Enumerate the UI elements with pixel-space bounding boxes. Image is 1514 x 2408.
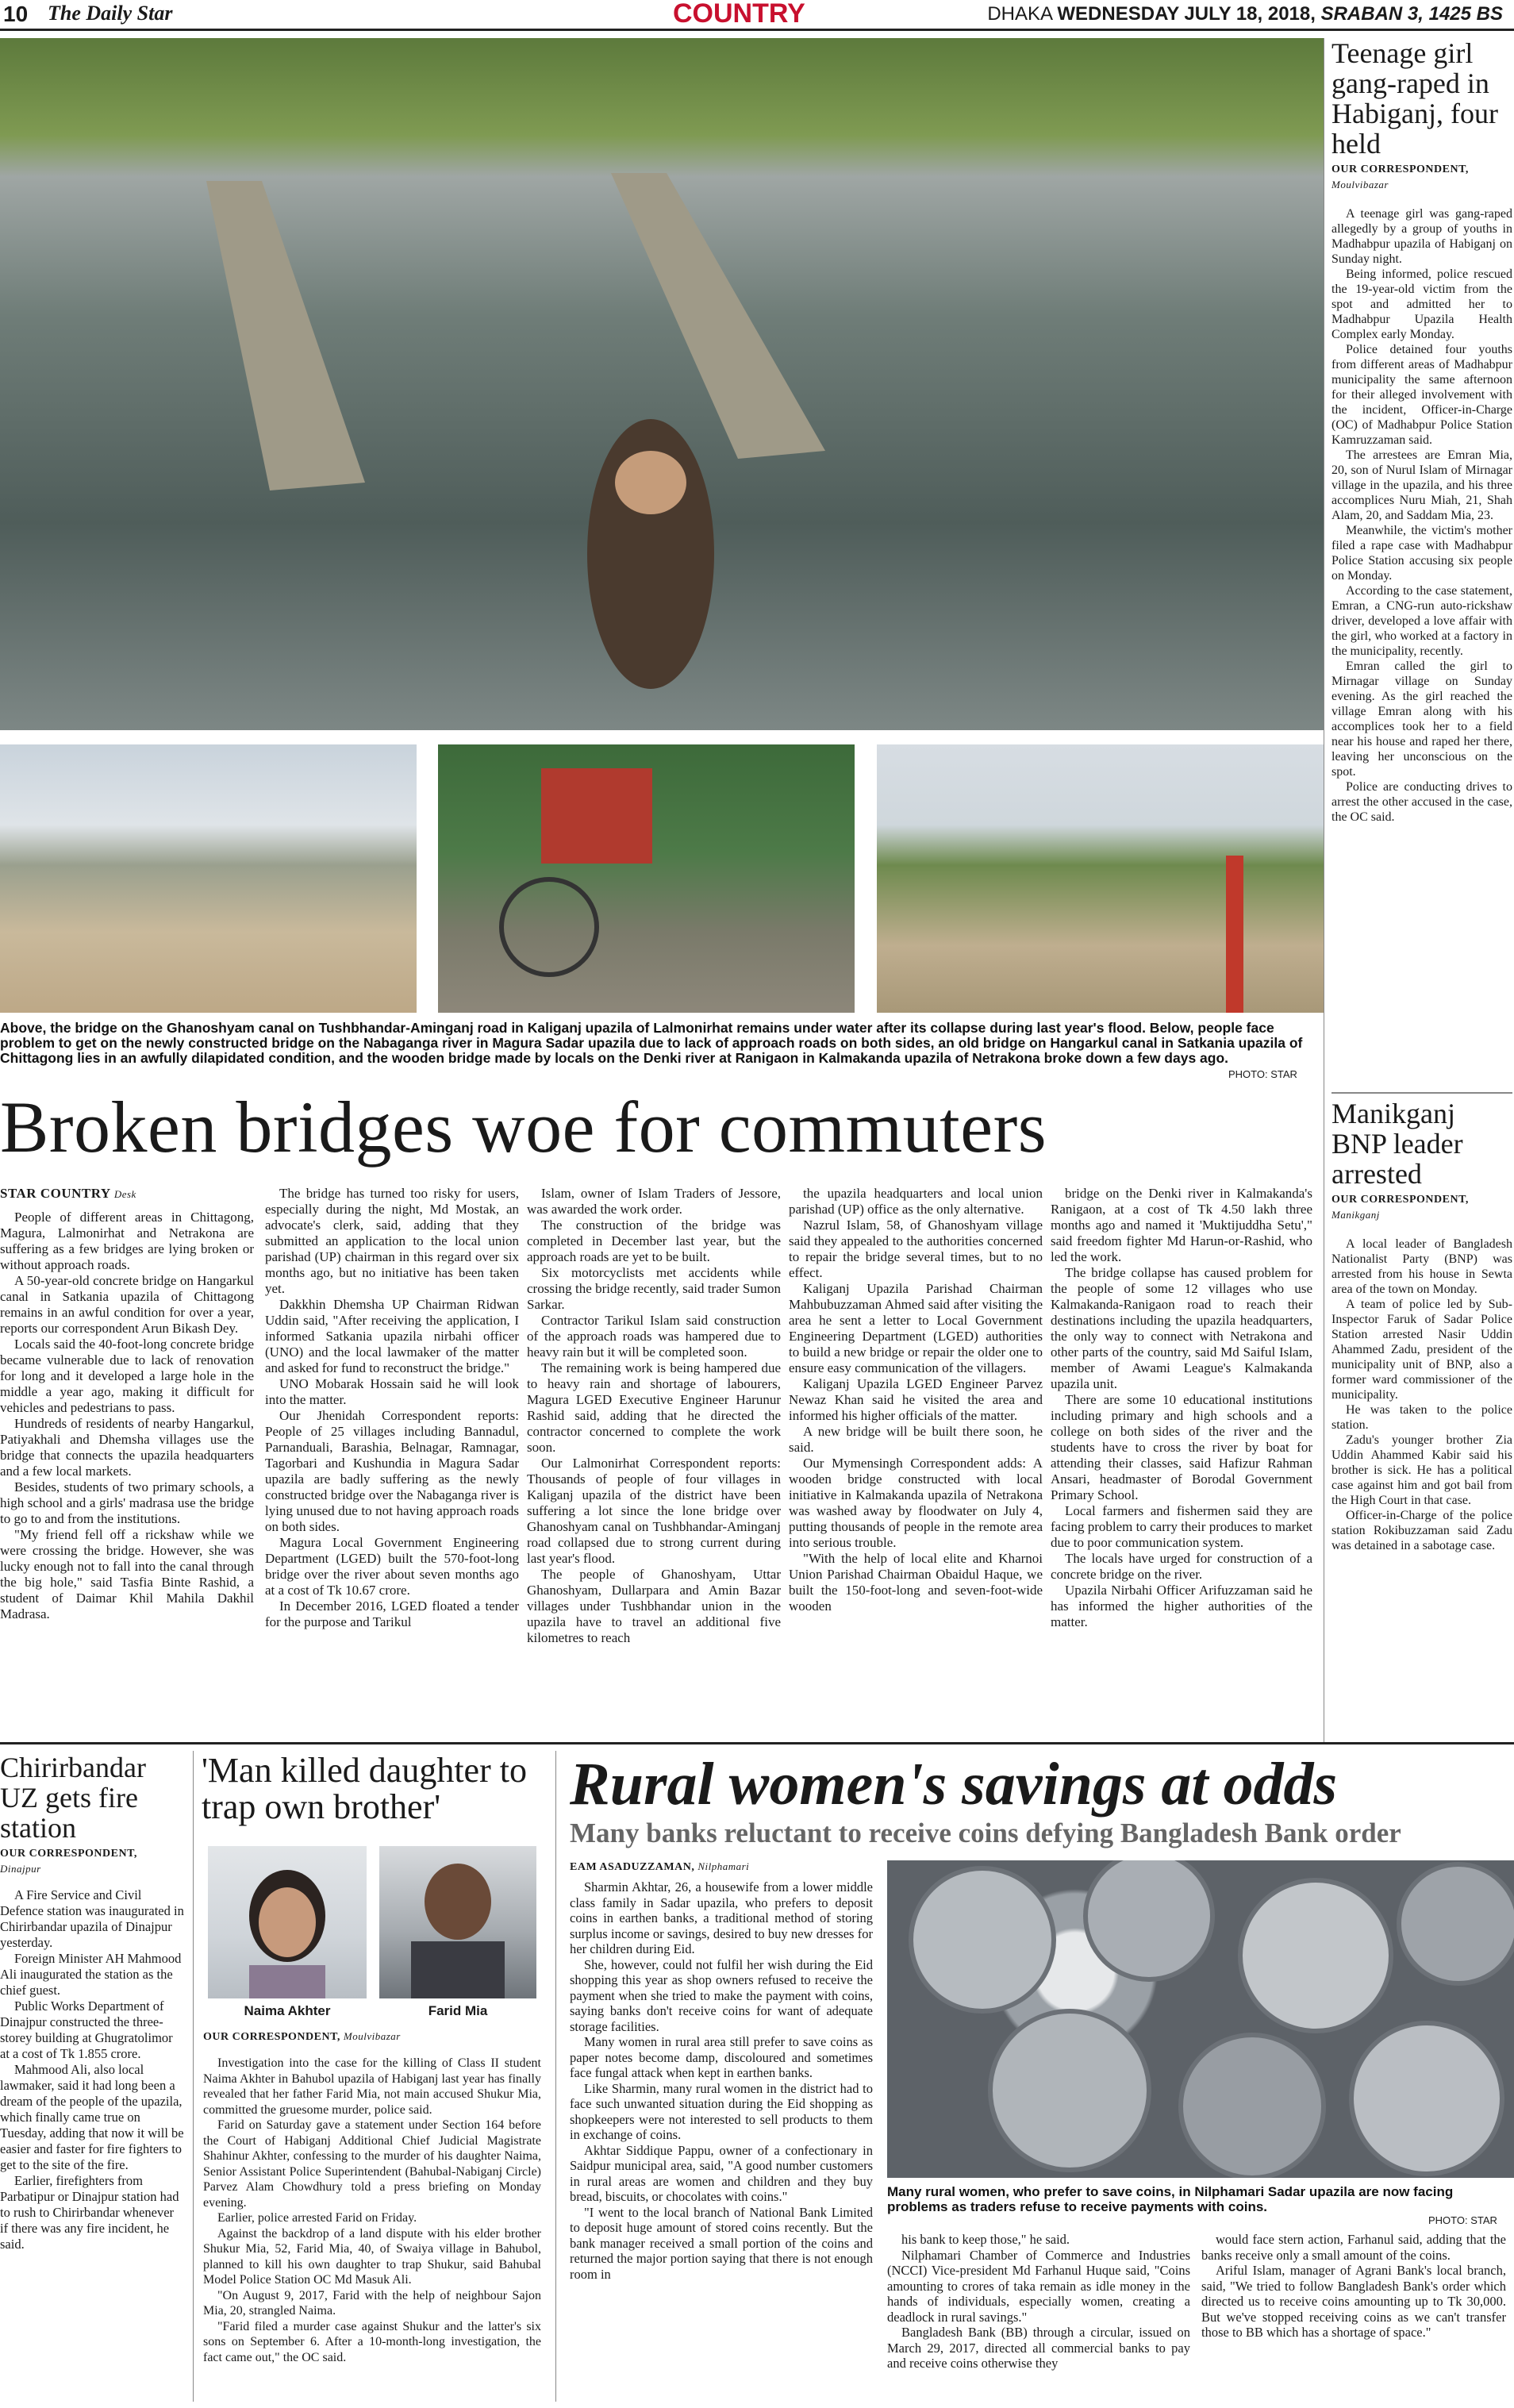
teenage-byline-place: Moulvibazar bbox=[1331, 179, 1389, 190]
para: The people of Ghanoshyam, Uttar Ghanoshyam, Dullarpara and Amin Bazar villages under Tushbhandar union in the upazila have to travel an additional five kilometres to reach bbox=[527, 1567, 781, 1645]
para: A Fire Service and Civil Defence station was inaugurated in Chirirbandar upazila of Dinajpur yesterday. bbox=[0, 1887, 184, 1950]
paper-logo: The Daily Star bbox=[48, 2, 173, 25]
divider bbox=[555, 1751, 556, 2402]
dateline bbox=[987, 3, 1503, 25]
para: "With the help of local elite and Kharnoi Union Parishad Chairman Obaidul Haque, we built the 150-foot-long and seven-foot-wide wooden bbox=[789, 1551, 1043, 1614]
para: Bangladesh Bank (BB) through a circular, issued on March 29, 2017, directed all commercial banks to pay and receive coins otherwise they bbox=[887, 2325, 1190, 2371]
para: Upazila Nirbahi Officer Arifuzzaman said he has informed the higher authorities of the matter. bbox=[1051, 1583, 1312, 1629]
manikganj-story bbox=[1331, 1098, 1512, 1553]
para: Sharmin Akhtar, 26, a housewife from a lower middle class family in Sadar upazila, who prefers to deposit coins in earthen banks, a traditional method of storing surplus income or savings, desired to buy new dresses for her children during Eid. bbox=[570, 1879, 873, 1956]
para: Like Sharmin, many rural women in the district had to face such unwanted situation during the Eid shopping as shopkeepers were not interested to sell products to them in exchange of coins. bbox=[570, 2080, 873, 2142]
chirirbandar-body bbox=[0, 1887, 184, 2252]
para: his bank to keep those," he said. bbox=[901, 2232, 1070, 2247]
teenage-body bbox=[1331, 206, 1512, 825]
photo-farid-mia bbox=[379, 1846, 536, 1998]
lower-section-rule bbox=[0, 1742, 1514, 1744]
main-byline-desk: Desk bbox=[113, 1188, 136, 1200]
para: A new bridge will be built there soon, he said. bbox=[789, 1424, 1043, 1455]
sidebar-separator bbox=[1331, 1092, 1512, 1094]
para: would face stern action, Farhanul said, adding that the banks receive only a small amount of the coins. bbox=[1201, 2232, 1506, 2263]
rural-byline-name: EAM ASADUZZAMAN, bbox=[570, 1861, 695, 1873]
para: "My friend fell off a rickshaw while we were crossing the bridge. However, she was lucky enough not to fall into the canal through the big hole," said Tasfia Binte Rashid, a student of Daimar Khil Mahila Dakhil Madrasa. bbox=[0, 1527, 254, 1621]
para: Our Jhenidah Correspondent reports: People of 25 villages including Bannadul, Parnanduali, Barashia, Belnagar, Ramnagar, Tagorbari and Kushundia in Magura Sadar upazila are badly suffering as the newly constructed bridge over the Nabaganga river is lying unused due to not having approach roads on both sides. bbox=[265, 1408, 519, 1534]
manikganj-body bbox=[1331, 1237, 1512, 1553]
para: Police are conducting drives to arrest the other accused in the case, the OC said. bbox=[1331, 780, 1512, 824]
photo-coins bbox=[887, 1860, 1514, 2178]
rural-col-1 bbox=[570, 1879, 873, 2282]
manikganj-byline-place: Manikganj bbox=[1331, 1209, 1380, 1221]
chirirbandar-headline: Chirirbandar UZ gets fire station bbox=[0, 1752, 146, 1844]
rural-photo-caption: Many rural women, who prefer to save coins, in Nilphamari Sadar upazila are now facing problems as traders refuse to receive payments with coins. bbox=[887, 2184, 1454, 2214]
page-number: 10 bbox=[3, 2, 29, 26]
para: The remaining work is being hampered due to heavy rain and shortage of labourers, Magura LGED Executive Engineer Harunur Rashid said, adding that he directed the contractor concerned to complete the work soon. bbox=[527, 1360, 781, 1455]
para: Locals said the 40-foot-long concrete bridge became vulnerable due to lack of renovation for long and it developed a large hole in the middle a year ago, making it difficult for vehicles and pedestrians to pass. bbox=[0, 1337, 254, 1415]
photo-name-naima: Naima Akhter bbox=[244, 2003, 331, 2018]
para: He was taken to the police station. bbox=[1331, 1403, 1512, 1432]
daughter-byline-name: OUR CORRESPONDENT, bbox=[203, 2031, 340, 2043]
para: The locals have urged for construction of a concrete bridge on the river. bbox=[1051, 1551, 1312, 1582]
para: bridge on the Denki river in Kalmakanda's Ranigaon, at a cost of Tk 4.50 lakh three months ago and named it 'Muktijuddha Setu'," said freedom fighter Md Harun-or-Rashid, who led the work. bbox=[1051, 1186, 1312, 1264]
daughter-byline bbox=[203, 2030, 401, 2044]
rural-col-3 bbox=[1201, 2232, 1506, 2341]
para: Besides, students of two primary schools, a high school and a girls' madrasa use the bridge to go to and from the institutions. bbox=[0, 1479, 254, 1526]
para: She, however, could not fulfil her wish during the Eid shopping this year as shop owners refused to receive the payment when she tried to make the payment with coins, saying banks don't receive coins for want of adequate storage facilities. bbox=[570, 1956, 873, 2034]
para: Earlier, firefighters from Parbatipur or Dinajpur station had to rush to Chirirbandar whenever if there was any fire incident, he said. bbox=[0, 2173, 179, 2252]
para: A 50-year-old concrete bridge on Hangarkul canal in Satkania upazila of Chittagong remains in an awful condition for over a year, reports our correspondent Arun Bikash Dey. bbox=[0, 1273, 254, 1336]
rural-byline-place: Nilphamari bbox=[697, 1860, 750, 1872]
para: The arrestees are Emran Mia, 20, son of Nurul Islam of Mirnagar village in the upazila, and his three accomplices Nuru Miah, 21, Shah Alam, 20, and Saddam Mia, 23. bbox=[1331, 448, 1512, 522]
rural-photo-credit: PHOTO: STAR bbox=[1428, 2214, 1497, 2226]
main-col-1 bbox=[0, 1210, 254, 1622]
para: Magura Local Government Engineering Department (LGED) built the 570-foot-long bridge over the river about seven months ago at a cost of Tk 10.67 crore. bbox=[265, 1535, 519, 1598]
para: A team of police led by Sub-Inspector Faruk of Sadar Police Station arrested Nasir Uddin Ahammed Zadu, president of the municipality unit of BNP, also a former ward commissioner of the municipality. bbox=[1331, 1298, 1512, 1402]
para: A teenage girl was gang-raped allegedly by a group of youths in Madhabpur upazila of Habiganj on Sunday night. bbox=[1331, 207, 1512, 266]
para: Ariful Islam, manager of Agrani Bank's local branch, said, "We tried to follow Bangladesh Bank's order which directed us to receive coins amounting up to Tk 30,000. But we've stopped receiving coins as we can't transfer those to BB which has a shortage of space." bbox=[1201, 2263, 1506, 2340]
chirirbandar-story bbox=[0, 1752, 184, 2252]
dateline-city: DHAKA bbox=[987, 3, 1052, 25]
para: Nazrul Islam, 58, of Ghanoshyam village said they appealed to the authorities concerned to repair the bridge several times, but to no effect. bbox=[789, 1217, 1043, 1280]
daughter-story bbox=[202, 1752, 551, 1825]
para: Kaliganj Upazila LGED Engineer Parvez Newaz Khan said he visited the area and informed his higher officials of the matter. bbox=[789, 1376, 1043, 1423]
main-col-5 bbox=[1051, 1186, 1312, 1630]
photo-hangarkul-bridge bbox=[438, 744, 855, 1013]
para: Contractor Tarikul Islam said construction of the approach roads was hampered due to heavy rain but it will be completed soon. bbox=[527, 1313, 781, 1360]
daughter-headline: 'Man killed daughter to trap own brother' bbox=[202, 1751, 527, 1826]
para: Emran called the girl to Mirnagar village on Sunday evening. As the girl reached the village Emran along with his accomplices took her to a field near his house and raped her there, leaving her unconscious on the spot. bbox=[1331, 660, 1512, 779]
main-byline-name: STAR COUNTRY bbox=[0, 1186, 111, 1201]
daughter-body bbox=[203, 2056, 541, 2365]
para: Dakkhin Dhemsha UP Chairman Ridwan Uddin said, "After receiving the application, I informed Satkania upazila nirbahi officer (UNO) and the local lawmaker of the matter and asked for fund to reconstruct the bridge." bbox=[265, 1297, 519, 1375]
rural-headline: Rural women's savings at odds bbox=[570, 1751, 1338, 1818]
para: The bridge has turned too risky for users, especially during the night, Md Mostak, an advocate's clerk, said, adding that they submitted an application to the local union parishad (UP) chairman in this regard over six months ago, but no initiative has been taken yet. bbox=[265, 1186, 519, 1296]
main-col-2 bbox=[265, 1186, 519, 1630]
para: A local leader of Bangladesh Nationalist Party (BNP) was arrested from his house in Sewta area of the town on Monday. bbox=[1331, 1237, 1512, 1296]
para: Islam, owner of Islam Traders of Jessore, was awarded the work order. bbox=[527, 1186, 781, 1217]
main-byline bbox=[0, 1186, 136, 1202]
para: Investigation into the case for the killing of Class II student Naima Akhter in Bahubol upazila of Habiganj last year has finally revealed that her father Farid Mia, not main accused Shukur Mia, committed the gruesome murder, police said. bbox=[203, 2056, 541, 2117]
section-title: COUNTRY bbox=[673, 0, 805, 29]
rural-byline bbox=[570, 1860, 749, 1874]
manikganj-byline: OUR CORRESPONDENT, bbox=[1331, 1194, 1469, 1206]
para: Police detained four youths from different areas of Madhabpur municipality the same afternoon for their alleged involvement with the incident, Officer-in-Charge (OC) of Madhabpur Police Station Kamruzzaman said. bbox=[1331, 343, 1512, 447]
photo-name-farid: Farid Mia bbox=[428, 2003, 488, 2018]
para: "Farid filed a murder case against Shukur and the latter's six sons on September 6. After a 10-month-long investigation, the fact came out," the OC said. bbox=[203, 2319, 541, 2364]
para: UNO Mobarak Hossain said he will look into the matter. bbox=[265, 1376, 519, 1407]
teenage-story bbox=[1331, 38, 1512, 825]
para: "I went to the local branch of National Bank Limited to deposit huge amount of stored coins recently. But the bank manager received a small portion of the coins and returned the major portion saying that there is not enough room in bbox=[570, 2204, 873, 2282]
divider bbox=[193, 1751, 194, 2402]
teenage-headline: Teenage girl gang-raped in Habiganj, four held bbox=[1331, 37, 1498, 160]
para: Zadu's younger brother Zia Uddin Ahammed Kabir said his brother is sick. He has a political case against him and got bail from the High Court in that case. bbox=[1331, 1433, 1512, 1507]
para: Our Mymensingh Correspondent adds: A wooden bridge constructed with local initiative in Kalmakanda upazila of Netrakona was washed away by floodwater on July 4, putting thousands of people in the remote area into serious trouble. bbox=[789, 1456, 1043, 1550]
para: Our Lalmonirhat Correspondent reports: Thousands of people of four villages in Kaliganj upazila of the district have been suffering a lot since the lone bridge over Ghanoshyam canal on Tushbhandar-Aminganj road collapsed due to strong current during last year's flood. bbox=[527, 1456, 781, 1566]
para: Officer-in-Charge of the police station Rokibuzzaman said Zadu was detained in a sabotage case. bbox=[1331, 1509, 1512, 1552]
photo-naima-akhter bbox=[208, 1846, 367, 1998]
main-photo-credit: PHOTO: STAR bbox=[1228, 1068, 1297, 1080]
para: There are some 10 educational institutions including primary and high schools and a college on both sides of the river and the students have to cross the river by boat for attending their classes, said Hafizur Rahman Ansari, headmaster of Borodal Government Primary School. bbox=[1051, 1392, 1312, 1502]
para: Akhtar Siddique Pappu, owner of a confectionary in Saidpur municipal area, said, "A good number customers in rural areas are women and children and they buy bread, biscuits, or chocolates with coins." bbox=[570, 2142, 873, 2204]
para: Six motorcyclists met accidents while crossing the bridge recently, said trader Sumon Sarkar. bbox=[527, 1265, 781, 1312]
main-headline: Broken bridges woe for commuters bbox=[0, 1087, 1047, 1167]
para: Local farmers and fishermen said they are facing problem to carry their produces to market due to poor communication system. bbox=[1051, 1503, 1312, 1550]
para: Nilphamari Chamber of Commerce and Industries (NCCI) Vice-president Md Farhanul Huque said, "Coins amounting to crores of taka remain as idle money in the hands of individuals, especially women, creating a deadlock in rural savings." bbox=[887, 2247, 1190, 2325]
para: Many women in rural area still prefer to save coins as paper notes become damp, discoloured and sometimes face fungal attack when kept in earthen banks. bbox=[570, 2034, 873, 2080]
para: Earlier, police arrested Farid on Friday. bbox=[217, 2211, 417, 2225]
rural-deck: Many banks reluctant to receive coins defying Bangladesh Bank order bbox=[570, 1818, 1401, 1848]
para: The bridge collapse has caused problem for the people of some 12 villages who use Kalmakanda-Ranigaon road to reach their destinations including the upazila headquarters, the only way to connect with Netrakona and other parts of the country, said Md Saiful Islam, member of Awami League's Kalmakanda upazila unit. bbox=[1051, 1265, 1312, 1391]
para: According to the case statement, Emran, a CNG-run auto-rickshaw driver, developed a love affair with the girl, who worked at a factory in the municipality, recently. bbox=[1331, 584, 1512, 658]
para: "On August 9, 2017, Farid with the help of neighbour Sajon Mia, 20, strangled Naima. bbox=[203, 2288, 541, 2318]
para: People of different areas in Chittagong, Magura, Lalmonirhat and Netrakona are suffering as a few bridges are lying broken or without approach roads. bbox=[0, 1210, 254, 1272]
para: Foreign Minister AH Mahmood Ali inaugurated the station as the chief guest. bbox=[0, 1951, 182, 1998]
manikganj-headline: Manikganj BNP leader arrested bbox=[1331, 1098, 1463, 1190]
main-col-3 bbox=[527, 1186, 781, 1646]
para: Farid on Saturday gave a statement under Section 164 before the Court of Habiganj Additional Chief Judicial Magistrate Shahinur Akhter, confessing to the murder of his daughter Naima, Senior Assistant Police Superintendent (Bahubal-Nabiganj Circle) Parvez Alam Chowdhury told a press briefing on Monday evening. bbox=[203, 2118, 541, 2210]
main-photo-flooded-bridge bbox=[0, 38, 1324, 730]
dateline-bengali: SRABAN 3, 1425 BS bbox=[1320, 3, 1503, 25]
para: Public Works Department of Dinajpur constructed the three-storey building at Ghugratolimor at a cost of Tk 1.855 crore. bbox=[0, 1998, 173, 2061]
main-photo-caption: Above, the bridge on the Ghanoshyam canal on Tushbhandar-Aminganj road in Kaliganj upazila of Lalmonirhat remains under water after its collapse during last year's flood. Below, people face problem to get on the newly constructed bridge on the Nabaganga river in Magura Sadar upazila due to lack of approach roads on both sides, an old bridge on Hangarkul canal in Satkania upazila of Chittagong lies in an awfully dilapidated condition, and the wooden bridge made by locals on the Denki river at Ranigaon in Kalmakanda upazila of Netrakona broke down a few days ago. bbox=[0, 1020, 1303, 1066]
para: Meanwhile, the victim's mother filed a rape case with Madhabpur Police Station accusing six people on Monday. bbox=[1331, 524, 1512, 583]
para: Hundreds of residents of nearby Hangarkul, Patiyakhali and Dhemsha villages use the bridge that connects the upazila headquarters and a few local markets. bbox=[0, 1416, 254, 1479]
chirirbandar-byline-place: Dinajpur bbox=[0, 1863, 41, 1875]
rural-col-2 bbox=[887, 2232, 1190, 2371]
photo-denki-bridge bbox=[877, 744, 1324, 1013]
daughter-byline-place: Moulvibazar bbox=[343, 2030, 401, 2042]
dateline-date: WEDNESDAY JULY 18, 2018, bbox=[1057, 3, 1316, 25]
para: The construction of the bridge was completed in December last year, but the approach roads are yet to be built. bbox=[527, 1217, 781, 1264]
teenage-byline: OUR CORRESPONDENT, bbox=[1331, 163, 1469, 175]
para: Mahmood Ali, also local lawmaker, said it had long been a dream of the people of the upazila, which finally came true on Tuesday, adding that now it will be easier and faster for fire fighters to get to the site of the fire. bbox=[0, 2062, 184, 2172]
chirirbandar-byline: OUR CORRESPONDENT, bbox=[0, 1848, 137, 1860]
para: In December 2016, LGED floated a tender for the purpose and Tarikul bbox=[265, 1598, 519, 1629]
para: the upazila headquarters and local union parishad (UP) office as the only alternative. bbox=[789, 1186, 1043, 1217]
para: Being informed, police rescued the 19-year-old victim from the spot and admitted her to Madhabpur Upazila Health Complex early Monday. bbox=[1331, 267, 1512, 341]
page-header bbox=[0, 0, 1514, 31]
para: Kaliganj Upazila Parishad Chairman Mahbubuzzaman Ahmed said after visiting the area he sent a letter to Local Government Engineering Department (LGED) authorities to build a new bridge or repair the older one to ensure easy communication of the villagers. bbox=[789, 1281, 1043, 1375]
photo-nabaganga-bridge bbox=[0, 744, 417, 1013]
para: Against the backdrop of a land dispute with his elder brother Shukur Mia, 52, Farid Mia, 40, of Swaiya village in Bahubol, planned to kill his own daughter to trap Shukur, said Bahubal Model Police Station OC Md Masuk Ali. bbox=[203, 2226, 541, 2287]
main-col-4 bbox=[789, 1186, 1043, 1614]
